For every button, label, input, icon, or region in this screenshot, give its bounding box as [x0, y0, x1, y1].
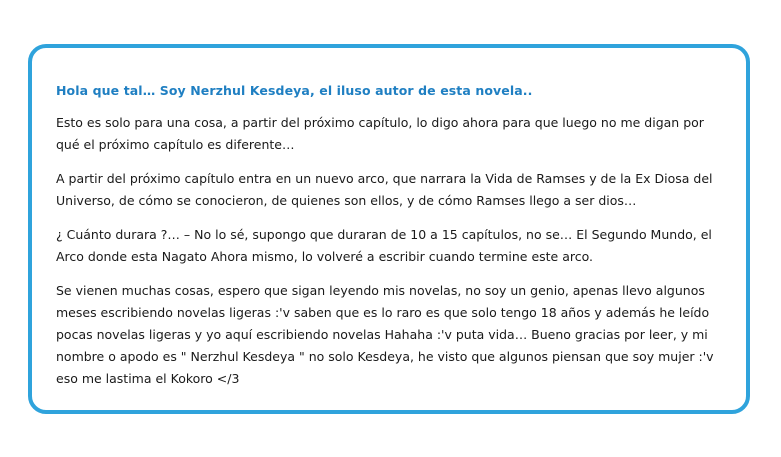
note-paragraph-3: ¿ Cuánto durara ?… – No lo sé, supongo que duraran de 10 a 15 capítulos, no se… El Segundo Mundo, el Arco donde esta Nagato Ahora mismo, lo volveré a escribir cuando termine este arco.: [56, 227, 712, 264]
note-title: Hola que tal… Soy Nerzhul Kesdeya, el iluso autor de esta novela..: [56, 83, 533, 98]
note-paragraph-2: A partir del próximo capítulo entra en un nuevo arco, que narrara la Vida de Ramses y de la Ex Diosa del Universo, de cómo se conocieron, de quienes son ellos, y de cómo Ramses llego a ser dios…: [56, 171, 713, 208]
author-note-box: [28, 44, 750, 414]
note-paragraph-1: Esto es solo para una cosa, a partir del próximo capítulo, lo digo ahora para que luego no me digan por qué el próximo capítulo es diferente…: [56, 115, 704, 152]
note-paragraph-4: Se vienen muchas cosas, espero que sigan leyendo mis novelas, no soy un genio, apenas llevo algunos meses escribiendo novelas ligeras :'v saben que es lo raro es que solo tengo 18 años y además he leído pocas novelas ligeras y yo aquí escribiendo novelas Hahaha :'v puta vida… Bueno gracias por leer, y mi nombre o apodo es " Nerzhul Kesdeya " no solo Kesdeya, he visto que algunos piensan que soy mujer :'v eso me lastima el Kokoro </3: [56, 283, 714, 386]
